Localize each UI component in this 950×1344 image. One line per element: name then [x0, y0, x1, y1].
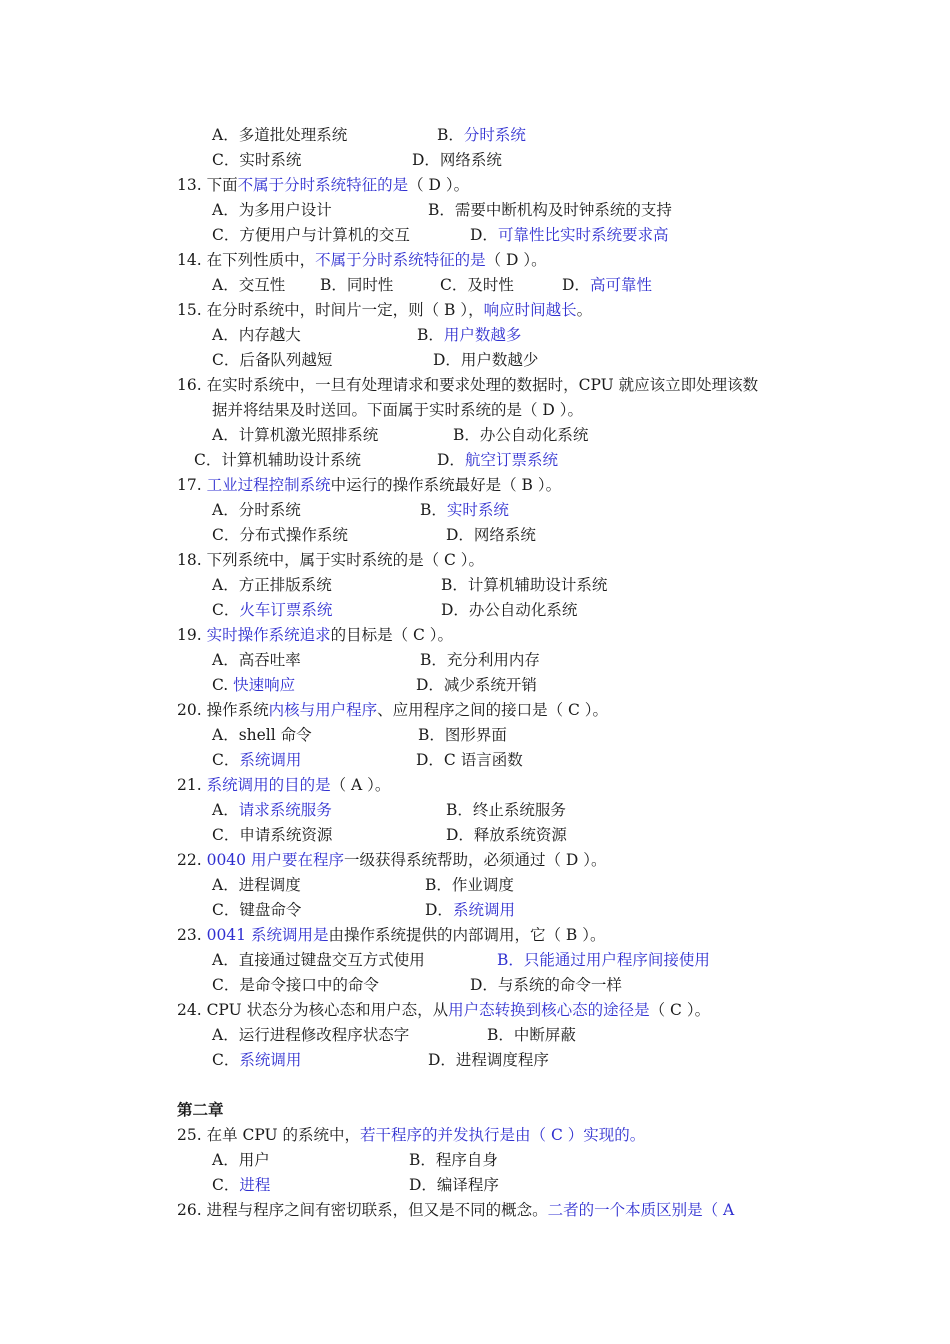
highlighted-text: 可靠性比实时系统要求高: [497, 226, 669, 244]
text-line: [441, 575, 607, 595]
text-segment: B．中断屏蔽: [487, 1026, 576, 1044]
text-line: [437, 125, 526, 145]
text-line: [177, 250, 547, 270]
text-line: [212, 225, 410, 245]
text-line: [212, 725, 312, 745]
text-segment: D．与系统的命令一样: [470, 976, 622, 994]
text-line: [177, 175, 469, 195]
text-line: [416, 675, 537, 695]
text-segment: D．: [425, 901, 453, 919]
text-segment: A．直接通过键盘交互方式使用: [212, 951, 425, 969]
highlighted-text: 分时系统: [463, 126, 526, 144]
text-segment: 15. 在分时系统中，时间片一定，则（ B ），: [177, 301, 484, 319]
text-line: [562, 275, 652, 295]
text-segment: B．需要中断机构及时钟系统的支持: [428, 201, 672, 219]
text-segment: 14. 在下列性质中，: [177, 251, 316, 269]
highlighted-text: 0041 系统调用是: [206, 926, 329, 944]
text-line: [212, 800, 332, 820]
highlighted-text: 工业过程控制系统: [206, 476, 331, 494]
highlighted-text: 不属于分时系统特征的是: [237, 176, 409, 194]
text-segment: （ C ）。: [649, 1001, 711, 1019]
text-line: [212, 125, 347, 145]
highlighted-text: 快速响应: [233, 676, 296, 694]
text-line: [446, 825, 567, 845]
text-segment: 16. 在实时系统中，一旦有处理请求和要求处理的数据时，CPU 就应该立即处理该数: [177, 376, 759, 394]
text-segment: 中运行的操作系统最好是（ B ）。: [330, 476, 562, 494]
text-segment: A．分时系统: [212, 501, 301, 519]
highlighted-text: 0040 用户要在程序: [206, 851, 344, 869]
text-segment: B．同时性: [320, 276, 394, 294]
text-segment: C．计算机辅助设计系统: [194, 451, 361, 469]
text-segment: 26. 进程与程序之间有密切联系，但又是不同的概念。: [177, 1201, 548, 1219]
text-segment: D．: [470, 226, 498, 244]
text-line: [194, 450, 361, 470]
chapter-heading: [177, 1100, 224, 1120]
text-segment: C．申请系统资源: [212, 826, 333, 844]
text-segment: B．充分利用内存: [420, 651, 540, 669]
highlighted-text: 用户态转换到核心态的途径是: [448, 1001, 650, 1019]
text-line: [212, 1050, 301, 1070]
text-line: [409, 1175, 499, 1195]
text-segment: C．是命令接口中的命令: [212, 976, 379, 994]
text-segment: B．作业调度: [425, 876, 514, 894]
text-line: [177, 475, 561, 495]
text-segment: C．: [212, 751, 240, 769]
text-line: [212, 750, 301, 770]
text-segment: A．内存越大: [212, 326, 301, 344]
highlighted-text: B．只能通过用户程序间接使用: [497, 951, 710, 969]
highlighted-text: 请求系统服务: [238, 801, 332, 819]
highlighted-text: 航空订票系统: [464, 451, 558, 469]
text-segment: 18. 下列系统中，属于实时系统的是（ C ）。: [177, 551, 485, 569]
text-line: [212, 350, 332, 370]
text-segment: 17.: [177, 476, 207, 494]
text-segment: D．减少系统开销: [416, 676, 537, 694]
text-segment: C．键盘命令: [212, 901, 302, 919]
text-segment: A．方正排版系统: [212, 576, 332, 594]
highlighted-text: 系统调用: [239, 751, 302, 769]
text-line: [212, 1150, 270, 1170]
text-line: [212, 950, 425, 970]
text-line: [470, 975, 622, 995]
text-line: [446, 800, 566, 820]
text-line: [177, 850, 607, 870]
highlighted-text: 不属于分时系统特征的是: [315, 251, 486, 269]
text-line: [428, 1050, 549, 1070]
text-line: [446, 525, 536, 545]
text-segment: A．shell 命令: [212, 726, 312, 744]
text-line: [416, 750, 523, 770]
text-segment: D．C 语言函数: [416, 751, 523, 769]
text-segment: 23.: [177, 926, 207, 944]
text-line: [420, 650, 540, 670]
text-segment: B．计算机辅助设计系统: [441, 576, 608, 594]
text-line: [441, 600, 577, 620]
text-line: [420, 500, 509, 520]
text-segment: C．: [212, 601, 240, 619]
text-segment: D．: [437, 451, 465, 469]
highlighted-text: 系统调用: [239, 1051, 302, 1069]
text-segment: （ D ）。: [485, 251, 547, 269]
highlighted-text: 系统调用: [452, 901, 515, 919]
text-segment: 24. CPU 状态分为核心态和用户态，从: [177, 1001, 449, 1019]
text-segment: 21.: [177, 776, 207, 794]
text-line: [212, 1175, 270, 1195]
text-line: [212, 525, 348, 545]
text-line: [437, 450, 558, 470]
highlighted-text: 火车订票系统: [239, 601, 333, 619]
text-segment: B．办公自动化系统: [453, 426, 589, 444]
text-line: [453, 425, 588, 445]
text-segment: A．为多用户设计: [212, 201, 332, 219]
text-segment: C.: [212, 676, 234, 694]
text-segment: A．计算机激光照排系统: [212, 426, 379, 444]
highlighted-text: 响应时间越长: [483, 301, 577, 319]
text-segment: 一级获得系统帮助，必须通过（ D ）。: [343, 851, 607, 869]
text-line: [212, 500, 301, 520]
text-line: [177, 375, 758, 395]
text-segment: （ D ）。: [408, 176, 470, 194]
highlighted-text: 实时系统: [446, 501, 509, 519]
text-line: [470, 225, 668, 245]
text-segment: 据并将结果及时送回。下面属于实时系统的是（ D ）。: [212, 401, 584, 419]
text-segment: B．: [437, 126, 464, 144]
text-line: [412, 150, 502, 170]
text-segment: B．: [417, 326, 444, 344]
text-line: [425, 900, 515, 920]
text-line: [212, 875, 301, 895]
text-segment: C．: [212, 1051, 240, 1069]
text-line: [212, 650, 301, 670]
text-segment: A．进程调度: [212, 876, 301, 894]
text-line: [212, 975, 379, 995]
text-line: [212, 425, 378, 445]
highlighted-text: 进程: [239, 1176, 271, 1194]
text-line: [418, 725, 507, 745]
text-line: [177, 775, 390, 795]
text-line: [212, 275, 285, 295]
text-segment: B．: [420, 501, 447, 519]
highlighted-text: 实时操作系统追求: [206, 626, 331, 644]
text-line: [409, 1150, 498, 1170]
text-line: [497, 950, 710, 970]
text-segment: C．方便用户与计算机的交互: [212, 226, 410, 244]
text-segment: 22.: [177, 851, 207, 869]
text-line: [212, 150, 301, 170]
text-line: [177, 550, 484, 570]
highlighted-text: 用户数越多: [443, 326, 522, 344]
text-segment: D．用户数越少: [433, 351, 539, 369]
text-segment: 。: [576, 301, 593, 319]
text-line: [212, 675, 295, 695]
text-segment: 19.: [177, 626, 207, 644]
text-segment: 的目标是（ C ）。: [330, 626, 454, 644]
text-segment: D．网络系统: [446, 526, 536, 544]
text-line: [177, 625, 453, 645]
text-segment: 25. 在单 CPU 的系统中，: [177, 1126, 361, 1144]
text-line: [177, 1125, 645, 1145]
text-segment: D．进程调度程序: [428, 1051, 549, 1069]
highlighted-text: 若干程序的并发执行是由（ C ）实现的。: [360, 1126, 646, 1144]
text-segment: B．终止系统服务: [446, 801, 566, 819]
text-line: [212, 325, 301, 345]
text-segment: （ A ）。: [330, 776, 391, 794]
highlighted-text: 内核与用户程序: [268, 701, 378, 719]
highlighted-text: 高可靠性: [589, 276, 652, 294]
text-line: [440, 275, 514, 295]
text-line: [177, 700, 608, 720]
text-line: [212, 200, 332, 220]
text-segment: B．程序自身: [409, 1151, 498, 1169]
highlighted-text: 二者的一个本质区别是（ A: [547, 1201, 735, 1219]
text-segment: A．运行进程修改程序状态字: [212, 1026, 410, 1044]
highlighted-text: 系统调用的目的是: [206, 776, 331, 794]
text-line: [177, 925, 605, 945]
text-segment: A．用户: [212, 1151, 270, 1169]
text-segment: A．: [212, 801, 239, 819]
text-line: [433, 350, 538, 370]
text-line: [417, 325, 521, 345]
text-line: [212, 575, 332, 595]
text-segment: C．及时性: [440, 276, 514, 294]
text-line: [177, 1000, 710, 1020]
text-segment: 、应用程序之间的接口是（ C ）。: [377, 701, 609, 719]
text-line: [212, 825, 332, 845]
text-line: [212, 600, 332, 620]
text-segment: 由操作系统提供的内部调用，它（ B ）。: [328, 926, 606, 944]
text-segment: C．分布式操作系统: [212, 526, 348, 544]
text-segment: A．交互性: [212, 276, 286, 294]
text-line: [212, 900, 301, 920]
text-line: [177, 1200, 734, 1220]
text-line: [487, 1025, 576, 1045]
text-segment: D．网络系统: [412, 151, 502, 169]
text-segment: C．后备队列越短: [212, 351, 333, 369]
text-segment: D．: [562, 276, 590, 294]
text-segment: 20. 操作系统: [177, 701, 269, 719]
text-segment: D．释放系统资源: [446, 826, 567, 844]
text-segment: C．实时系统: [212, 151, 302, 169]
text-line: [212, 1025, 409, 1045]
text-line: [212, 400, 583, 420]
text-segment: A．高吞吐率: [212, 651, 301, 669]
text-segment: D．办公自动化系统: [441, 601, 578, 619]
text-line: [425, 875, 514, 895]
text-segment: A．多道批处理系统: [212, 126, 348, 144]
text-segment: D．编译程序: [409, 1176, 499, 1194]
text-segment: B．图形界面: [418, 726, 507, 744]
text-line: [320, 275, 393, 295]
text-segment: C．: [212, 1176, 240, 1194]
text-segment: 第二章: [177, 1100, 224, 1119]
text-line: [177, 300, 592, 320]
text-segment: 13. 下面: [177, 176, 238, 194]
text-line: [428, 200, 672, 220]
